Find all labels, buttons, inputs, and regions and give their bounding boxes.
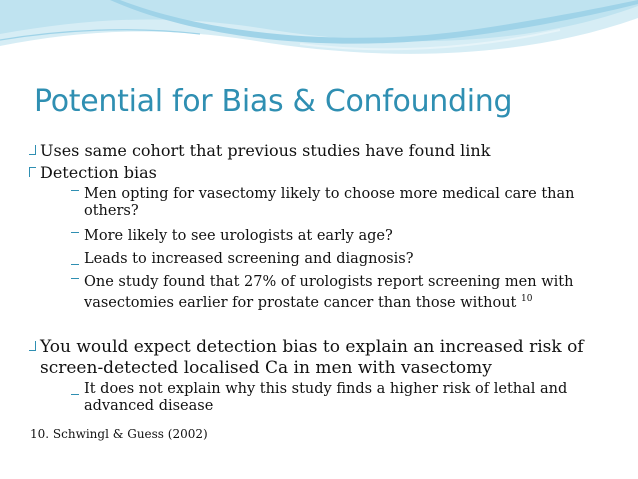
bullet-cohort-text: Uses same cohort that previous studies have found link	[40, 141, 491, 160]
sub-bullet-marker-icon	[71, 394, 79, 395]
sub-bullet-marker-icon	[71, 190, 79, 191]
sub-bullet-medical-care-text: Men opting for vasectomy likely to choose more medical care than others?	[84, 186, 575, 219]
sub-bullet-lethal-text: It does not explain why this study finds a higher risk of lethal and advanced disease	[84, 381, 568, 414]
bullet-marker-icon	[29, 341, 36, 351]
reference-footnote: 10. Schwingl & Guess (2002)	[30, 427, 208, 441]
sub-bullet-study	[84, 274, 609, 312]
bullet-cohort	[40, 141, 490, 161]
sub-bullet-lethal	[84, 381, 604, 415]
bullet-detection-bias	[40, 163, 157, 183]
bullet-marker-icon	[29, 145, 36, 155]
sub-bullet-urologists-text: More likely to see urologists at early age?	[84, 228, 393, 244]
sub-bullet-marker-icon	[71, 278, 79, 279]
sub-bullet-study-text: One study found that 27% of urologists report screening men with vasectomies earlier for prostate cancer than those without	[84, 274, 574, 311]
sub-bullet-screening-text: Leads to increased screening and diagnosis?	[84, 251, 414, 267]
sub-bullet-medical-care	[84, 186, 604, 220]
slide-title: Potential for Bias & Confounding	[34, 84, 513, 119]
reference-superscript: 10	[520, 294, 533, 304]
bullet-marker-icon	[29, 167, 36, 177]
bullet-expect-bias	[40, 337, 610, 379]
bullet-detection-bias-text: Detection bias	[40, 163, 157, 182]
sub-bullet-screening	[84, 251, 413, 268]
sub-bullet-urologists	[84, 228, 393, 245]
bullet-expect-bias-text: You would expect detection bias to explain an increased risk of screen-detected localised Ca in men with vasectomy	[40, 337, 584, 378]
top-wave-decoration	[0, 0, 638, 90]
sub-bullet-marker-icon	[71, 232, 79, 233]
sub-bullet-marker-icon	[71, 264, 79, 265]
